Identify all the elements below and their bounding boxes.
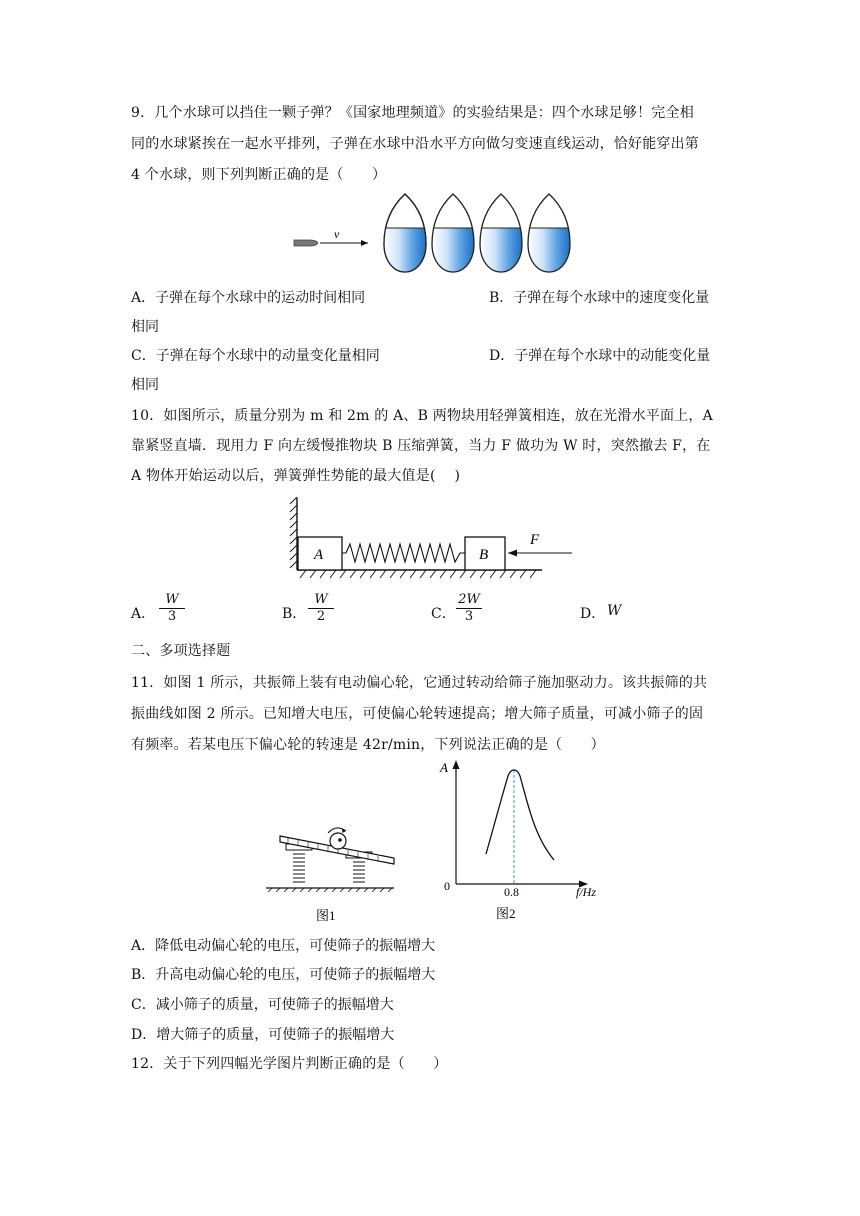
q9-stem-line-3: 4 个水球，则下列判断正确的是（ ） [131, 167, 387, 183]
q10-stem-line-2: 靠紧竖直墙．现用力 F 向左缓慢推物块 B 压缩弹簧，当力 F 做功为 W 时，突然撤去 F，在 [131, 438, 711, 454]
y-axis-label: A [440, 760, 448, 775]
water-ball [432, 194, 474, 272]
q11-stem-line-1: 11．如图 1 所示，共振筛上装有电动偏心轮，它通过转动给筛子施加驱动力。该共振筛的共 [131, 675, 708, 691]
section-heading-multiple-choice: 二、多项选择题 [131, 643, 231, 659]
figure-1-caption: 图1 [316, 908, 336, 923]
spring [352, 858, 366, 888]
block-b-label: B [479, 547, 489, 563]
q9-option-d[interactable]: D．子弹在每个水球中的动能变化量 [489, 348, 711, 364]
eccentric-wheel-icon [330, 833, 346, 849]
q9-option-c[interactable]: C．子弹在每个水球中的动量变化量相同 [131, 348, 380, 364]
q10-option-c-label[interactable]: C． [431, 606, 456, 622]
fraction-denominator: 3 [167, 609, 177, 624]
fraction-numerator: W [308, 592, 334, 609]
q10-option-d-label[interactable]: D． [580, 606, 606, 622]
spring [342, 544, 465, 562]
block-a-label: A [314, 547, 324, 563]
fraction-denominator: 3 [464, 609, 474, 624]
q10-option-a-fraction[interactable] [159, 592, 185, 625]
velocity-label: v [334, 227, 340, 241]
q10-option-b-fraction[interactable] [308, 592, 334, 625]
water-ball [384, 194, 426, 272]
q11-option-d[interactable]: D．增大筛子的质量，可使筛子的振幅增大 [131, 1027, 395, 1043]
q10-stem-line-3: A 物体开始运动以后，弹簧弹性势能的最大值是( ) [131, 468, 461, 484]
fraction-numerator: 2W [456, 592, 482, 609]
origin-label: 0 [444, 879, 450, 893]
q9-option-b-continued: 相同 [131, 319, 159, 335]
water-ball [528, 194, 570, 272]
q10-option-b-label[interactable]: B． [282, 606, 307, 622]
q9-option-b[interactable]: B．子弹在每个水球中的速度变化量 [489, 290, 710, 306]
fraction-numerator: W [159, 592, 185, 609]
q11-option-b[interactable]: B．升高电动偏心轮的电压，可使筛子的振幅增大 [131, 967, 436, 983]
q10-option-a-label[interactable]: A． [131, 606, 156, 622]
figure-2-caption: 图2 [496, 906, 516, 921]
q9-water-balls-figure [290, 192, 580, 277]
q10-option-c-fraction[interactable] [456, 592, 482, 625]
q10-spring-blocks-figure [290, 494, 550, 580]
water-ball [480, 194, 522, 272]
q11-stem-line-2: 振曲线如图 2 所示。已知增大电压，可使偏心轮转速提高；增大筛子质量，可减小筛子的固 [131, 706, 704, 722]
q9-option-a[interactable]: A．子弹在每个水球中的运动时间相同 [131, 290, 366, 306]
q9-stem-line-1: 9．几个水球可以挡住一颗子弹？《国家地理频道》的实验结果是：四个水球足够！完全相 [131, 105, 694, 121]
spring [292, 850, 306, 888]
bullet-icon [294, 240, 318, 246]
q11-option-a[interactable]: A．降低电动偏心轮的电压，可使筛子的振幅增大 [131, 938, 436, 954]
x-tick-label: 0.8 [504, 885, 519, 899]
q11-stem-line-3: 有频率。若某电压下偏心轮的转速是 42r/min，下列说法正确的是（ ） [131, 737, 605, 753]
q10-option-d-value[interactable]: W [607, 603, 622, 619]
q12-stem-line-1: 12．关于下列四幅光学图片判断正确的是（ ） [131, 1056, 448, 1072]
fraction-denominator: 2 [316, 609, 326, 624]
x-axis-label: f/Hz [576, 885, 597, 899]
force-label: F [530, 532, 540, 548]
q11-figure-2-resonance-curve [436, 756, 606, 924]
q11-option-c[interactable]: C．减小筛子的质量，可使筛子的振幅增大 [131, 997, 394, 1013]
resonance-curve [486, 770, 554, 860]
q10-stem-line-1: 10．如图所示，质量分别为 m 和 2m 的 A、B 两物块用轻弹簧相连，放在光滑水平面上，A [131, 408, 713, 424]
q9-option-d-continued: 相同 [131, 377, 159, 393]
q11-figure-1-resonance-sieve [262, 828, 402, 924]
q9-stem-line-2: 同的水球紧挨在一起水平排列，子弹在水球中沿水平方向做匀变速直线运动，恰好能穿出第 [131, 136, 699, 152]
